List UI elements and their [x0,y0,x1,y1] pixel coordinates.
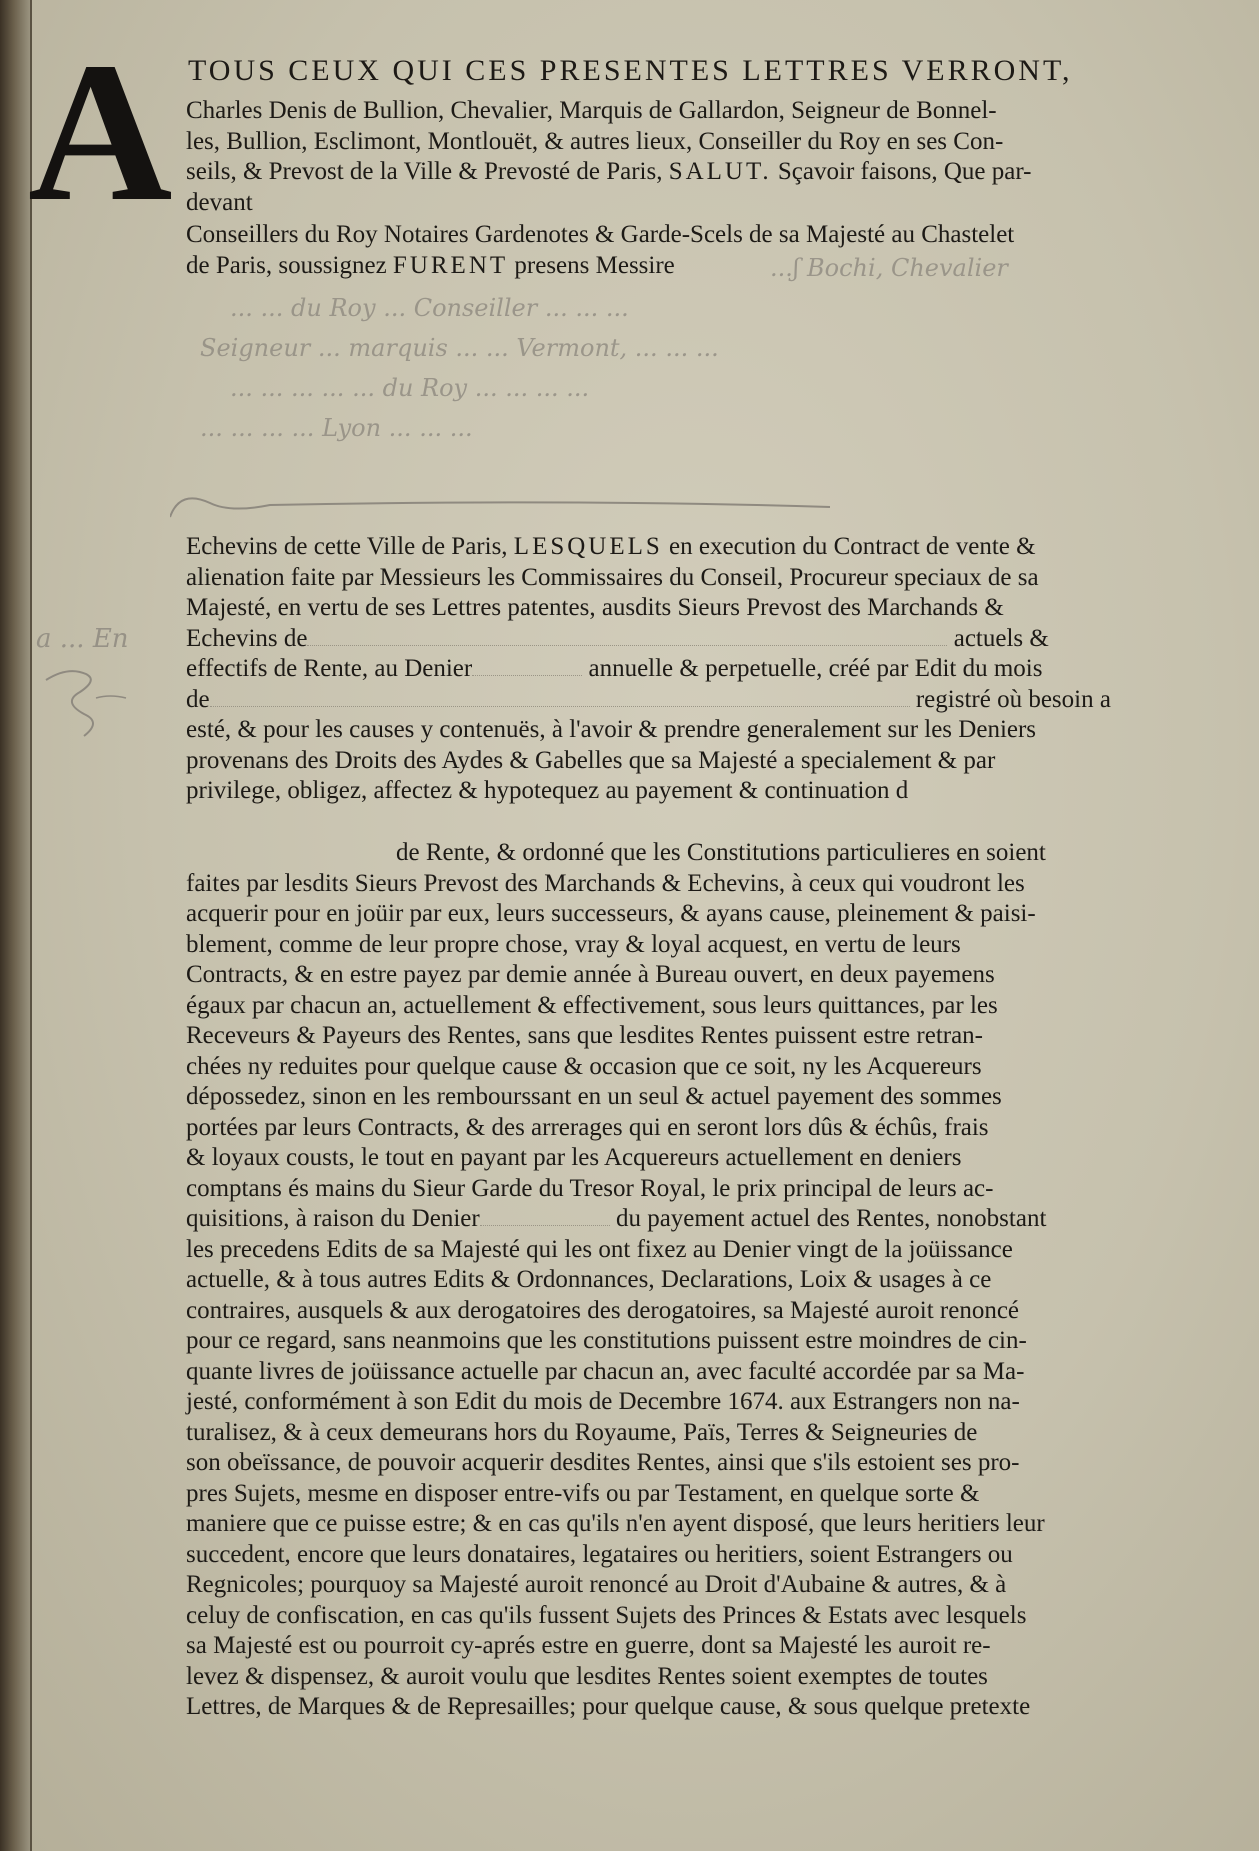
text-line: contraires, ausquels & aux derogatoires des derogatoires, sa Majesté auroit renoncé [186,1296,1020,1324]
text-line: succedent, encore que leurs donataires, legataires ou heritiers, soient Estrangers ou [186,1540,1013,1568]
text-line: alienation faite par Messieurs les Commissaires du Conseil, Procureur speciaux de sa [186,563,1039,591]
text-line: acquerir pour en joüir par eux, leurs successeurs, & ayans cause, pleinement & paisi- [186,900,1036,927]
paragraph-echevins [186,532,1196,807]
text-fragment: du payement actuel des Rentes, nonobstant [615,1205,1047,1232]
text-fragment: presens Messire [514,251,675,279]
blank-field [307,645,947,646]
handwritten-line: ... ... ... ... ... du Roy ... ... ... ... [230,374,590,402]
blank-field [472,675,582,676]
handwritten-line: ... ... du Roy ... Conseiller ... ... ... [230,294,629,322]
paragraph-rentes [186,838,1196,1723]
text-fragment: Sçavoir faisons, Que par- [777,158,1032,185]
text-line: Lettres, de Marques & de Represailles; pour quelque cause, & sous quelque pretexte [186,1693,1031,1720]
text-line [186,685,1196,716]
text-line: actuelle, & à tous autres Edits & Ordonnances, Declarations, Loix & usages à ce [186,1266,992,1293]
handwritten-flourish [170,485,1070,525]
text-fragment: annuelle & perpetuelle, créé par Edit du mois [588,655,1043,682]
text-line: turalisez, & à ceux demeurans hors du Royaume, Païs, Terres & Seigneuries de [186,1418,978,1446]
text-line: Conseillers du Roy Notaires Gardenotes & Garde-Scels de sa Majesté au Chastelet [186,221,1015,248]
text-line: Contracts, & en estre payez par demie année à Bureau ouvert, en deux payemens [186,961,995,988]
text-line: celuy de confiscation, en cas qu'ils fussent Sujets des Princes & Estats avec lesquels [186,1601,1027,1629]
text-line: égaux par chacun an, actuellement & effectivement, sous leurs quittances, par les [186,991,998,1019]
handwritten-line: ... ... ... ... Lyon ... ... ... [200,414,473,442]
text-line: portées par leurs Contracts, & des arrerages qui en seront lors dûs & échûs, frais [186,1113,989,1141]
text-line: Charles Denis de Bullion, Chevalier, Marquis de Gallardon, Seigneur de Bonnel- [186,97,997,124]
text-fragment: en execution du Contract de vente & [669,533,1036,560]
text-line: quante livres de joüissance actuelle par chacun an, avec faculté accordée par sa Ma- [186,1357,1025,1385]
text-line: levez & dispensez, & auroit voulu que lesdites Rentes soient exemptes de toutes [186,1662,988,1690]
decorated-initial-letter: A [28,22,173,243]
text-line: blement, comme de leur propre chose, vray & loyal acquest, en vertu de leurs [186,930,961,958]
text-line [186,624,1196,655]
text-fragment: seils, & Prevost de la Ville & Prevosté de Paris, [186,158,663,185]
text-line: privilege, obligez, affectez & hypotequez au payement & continuation d [186,777,909,804]
text-line: Receveurs & Payeurs des Rentes, sans que lesdites Rentes puissent estre retran- [186,1022,984,1049]
text-line [186,532,1196,563]
handwritten-insertion [170,248,1240,448]
text-line: chées ny reduites pour quelque cause & occasion que ce soit, ny les Acquereurs [186,1052,982,1080]
text-fragment: de Paris, soussignez [186,251,387,279]
lesquels-word: LESQUELS [513,533,663,560]
blank-field [210,706,910,707]
book-binding [0,0,30,1851]
text-line: pour ce regard, sans neanmoins que les constitutions puissent estre moindres de cin- [186,1327,1027,1354]
text-line [186,1204,1196,1235]
text-line: de Rente, & ordonné que les Constitutions particulieres en soient [396,839,1046,866]
paragraph-intro [186,96,1196,218]
salut-word: SALUT. [668,158,772,185]
text-line: Majesté, en vertu de ses Lettres patentes, ausdits Sieurs Prevost des Marchands & [186,594,1004,621]
text-line: les precedens Edits de sa Majesté qui les ont fixez au Denier vingt de la joüissance [186,1235,1013,1263]
text-line: son obeïssance, de pouvoir acquerir desdites Rentes, ainsi que s'ils estoient ses pro- [186,1449,1020,1476]
text-line [186,654,1196,685]
margin-note-text: a ... En [36,624,129,654]
text-fragment: effectifs de Rente, au Denier [186,655,473,682]
text-line: les, Bullion, Esclimont, Montlouët, & autres lieux, Conseiller du Roy en ses Con- [186,127,1004,155]
text-line: sa Majesté est ou pourroit cy-aprés estre en guerre, dont sa Majesté les auroit re- [186,1632,991,1659]
text-line: dépossedez, sinon en les rembourssant en un seul & actuel payement des sommes [186,1083,1002,1110]
furent-word: FURENT [392,251,509,279]
text-fragment: Echevins de [186,624,308,652]
text-fragment: de [186,685,210,713]
handwritten-line: Seigneur ... marquis ... ... Vermont, ... ... ... [200,334,719,362]
text-fragment: quisitions, à raison du Denier [186,1205,480,1232]
text-line: provenans des Droits des Aydes & Gabelles que sa Majesté a specialement & par [186,746,996,774]
text-line: maniere que ce puisse estre; & en cas qu'ils n'en ayent disposé, que leurs heritiers leur [186,1510,1045,1537]
text-line: esté, & pour les causes y contenuës, à l'avoir & prendre generalement sur les Deniers [186,716,1037,743]
text-line: comptans és mains du Sieur Garde du Tresor Royal, le prix principal de leurs ac- [186,1174,994,1202]
binding-edge [30,0,32,1851]
blank-field [480,1225,610,1226]
text-line [186,157,1196,188]
text-fragment: actuels & [953,624,1049,652]
text-line: faites par lesdits Sieurs Prevost des Marchands & Echevins, à ceux qui voudront les [186,869,1025,897]
handwritten-line: ...ʃ Bochi, Chevalier [770,254,1008,282]
text-line: pres Sujets, mesme en disposer entre-vifs ou par Testament, en quelque sorte & [186,1479,980,1507]
text-line: devant [186,188,253,216]
text-line: Regnicoles; pourquoy sa Majesté auroit renoncé au Droit d'Aubaine & autres, & à [186,1571,1007,1598]
text-fragment: registré où besoin a [915,685,1111,713]
margin-scribble [36,598,166,758]
text-line: & loyaux cousts, le tout en payant par les Acquereurs actuellement en deniers [186,1144,962,1171]
text-line: jesté, conformément à son Edit du mois de Decembre 1674. aux Estrangers non na- [186,1388,1020,1415]
text-fragment: Echevins de cette Ville de Paris, [186,533,508,560]
opening-heading: TOUS CEUX QUI CES PRESENTES LETTRES VERRONT, [188,54,1073,87]
margin-handwriting [36,598,166,758]
